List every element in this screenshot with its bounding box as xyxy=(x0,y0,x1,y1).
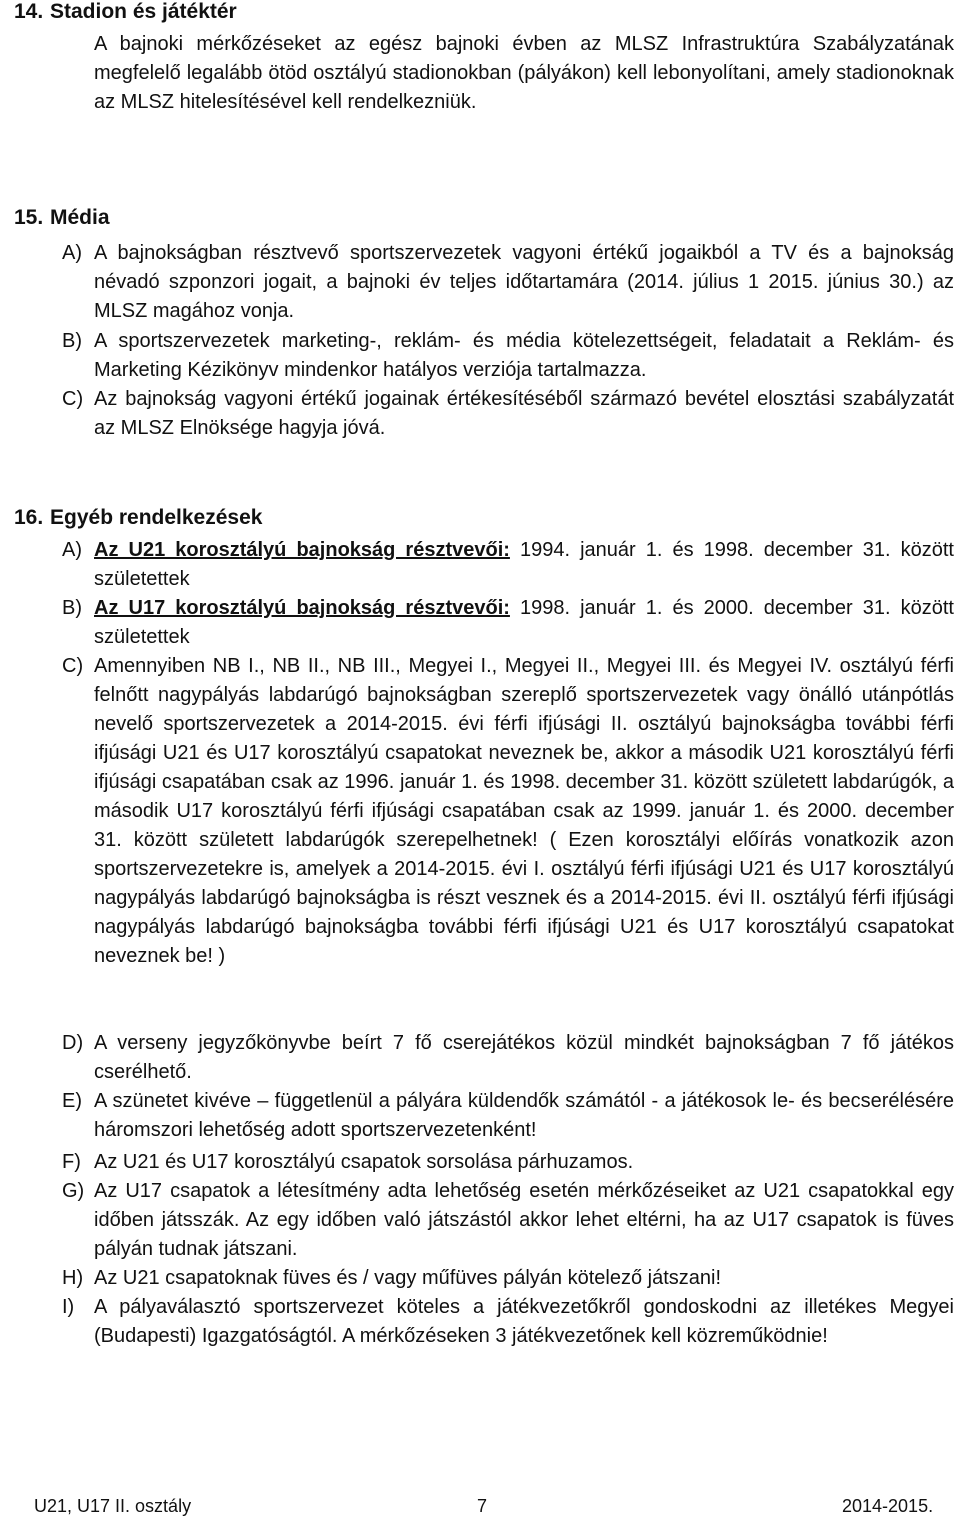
section-15-heading xyxy=(14,204,110,232)
list-item xyxy=(62,652,954,971)
item-label: I) xyxy=(62,1296,75,1318)
section-title: Média xyxy=(50,206,110,229)
list-item xyxy=(62,239,954,326)
section-16-heading xyxy=(14,504,262,532)
item-lead: Az U17 korosztályú bajnokság résztvevői: xyxy=(94,597,510,619)
section-14-text: A bajnoki mérkőzéseket az egész bajnoki évben az MLSZ Infrastruktúra Szabályzatának megfelelő legalább ötöd osztályú stadionokban (pályákon) kell lebonyolítani, amely stadionoknak az MLSZ hitelesítésével kell rendelkezniük. xyxy=(94,33,954,113)
section-title: Stadion és játéktér xyxy=(50,0,237,23)
item-lead: Az U21 korosztályú bajnokság résztvevői: xyxy=(94,539,510,561)
item-label: C) xyxy=(62,655,84,677)
footer-left: U21, U17 II. osztály xyxy=(34,1496,192,1516)
item-text: 1994. január 1. és 1998. december 31. között születettek xyxy=(94,539,954,590)
item-label: G) xyxy=(62,1180,85,1202)
list-item xyxy=(62,1293,954,1351)
item-text: A sportszervezetek marketing-, reklám- és média kötelezettségeit, feladatait a Reklám- és Marketing Kézikönyv mindenkor hatályos verziója tartalmazza. xyxy=(94,330,954,381)
list-item xyxy=(62,1029,954,1087)
item-text: A pályaválasztó sportszervezet köteles a játékvezetőkről gondoskodni az illetékes Megyei (Budapesti) Igazgatóságtól. A mérkőzéseken 3 játékvezetőnek kell közreműködnie! xyxy=(94,1296,954,1347)
item-text: Az U17 csapatok a létesítmény adta lehetőség esetén mérkőzéseiket az U21 csapatokkal egy időben játsszák. Az egy időben való játszástól akkor lehet eltérni, ha az U17 csapatok is füves pályán tudnak játszani. xyxy=(94,1180,954,1260)
section-number: 16. xyxy=(14,506,44,529)
section-number: 14. xyxy=(14,0,44,23)
item-label: A) xyxy=(62,539,82,561)
item-label: E) xyxy=(62,1090,82,1112)
list-item xyxy=(62,327,954,385)
section-number: 15. xyxy=(14,206,44,229)
item-text: Az U21 csapatoknak füves és / vagy műfüves pályán kötelező játszani! xyxy=(94,1267,722,1289)
item-label: A) xyxy=(62,242,82,264)
list-item xyxy=(62,594,954,652)
page-number: 7 xyxy=(477,1496,488,1516)
footer-right: 2014-2015. xyxy=(842,1496,934,1516)
item-label: B) xyxy=(62,330,82,352)
section-14-heading xyxy=(14,0,237,26)
list-item xyxy=(62,536,954,594)
item-label: D) xyxy=(62,1032,84,1054)
item-text: A szünetet kivéve – függetlenül a pályára küldendők számától - a játékosok le- és becserélésére háromszori lehetőség adott sportszervezetenként! xyxy=(94,1090,954,1141)
item-text: Az U21 és U17 korosztályú csapatok sorsolása párhuzamos. xyxy=(94,1151,634,1173)
item-text: A bajnokságban résztvevő sportszervezetek vagyoni értékű jogaikból a TV és a bajnokság névadó szponzori jogait, a bajnoki év teljes időtartamára (2014. július 1 2015. június 30.) az MLSZ magához vonja. xyxy=(94,242,954,322)
list-item xyxy=(62,385,954,443)
item-label: H) xyxy=(62,1267,84,1289)
list-item xyxy=(62,1148,954,1177)
item-text: Amennyiben NB I., NB II., NB III., Megyei I., Megyei II., Megyei III. és Megyei IV. osztályú férfi felnőtt nagypályás labdarúgó bajnokságban szereplő sportszervezetek vagy önálló utánpótlás nevelő sportszervezetek a 2014-2015. évi férfi ifjúsági II. osztályú bajnokságba további férfi ifjúsági U21 és U17 korosztályú csapatokat neveznek be, akkor a második U21 korosztályú férfi ifjúsági csapatában csak az 1996. január 1. és 1998. december 31. között született labdarúgók, a második U17 korosztályú férfi ifjúsági csapatában csak az 1999. január 1. és 2000. december 31. között született labdarúgók szerepelhetnek! ( Ezen korosztályi előírás vonatkozik azon sportszervezetekre is, amelyek a 2014-2015. évi I. osztályú férfi ifjúsági U21 és U17 korosztályú nagypályás labdarúgó bajnokságba is részt vesznek és a 2014-2015. évi II. osztályú férfi ifjúsági nagypályás labdarúgó bajnokságba további férfi ifjúsági U21 és U17 korosztályú csapatokat neveznek be! ) xyxy=(94,655,954,967)
item-label: C) xyxy=(62,388,84,410)
item-label: B) xyxy=(62,597,82,619)
list-item xyxy=(62,1087,954,1145)
item-text: Az bajnokság vagyoni értékű jogainak értékesítéséből származó bevétel elosztási szabályzatát az MLSZ Elnöksége hagyja jóvá. xyxy=(94,388,954,439)
item-label: F) xyxy=(62,1151,81,1173)
item-text: A verseny jegyzőkönyvbe beírt 7 fő cserejátékos közül mindkét bajnokságban 7 fő játékos cserélhető. xyxy=(94,1032,954,1083)
item-text: 1998. január 1. és 2000. december 31. között születettek xyxy=(94,597,954,648)
list-item xyxy=(62,1177,954,1264)
section-title: Egyéb rendelkezések xyxy=(50,506,263,529)
list-item xyxy=(62,1264,954,1293)
